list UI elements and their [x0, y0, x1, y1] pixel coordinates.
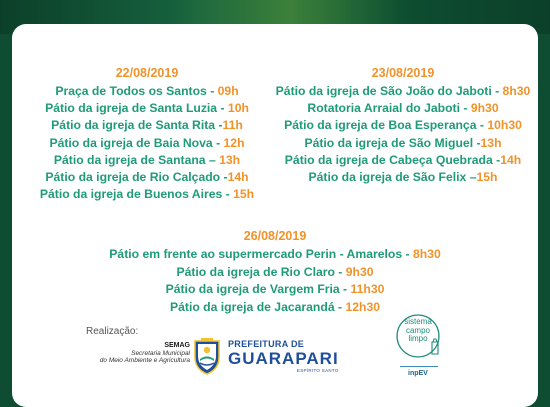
schedule-item [22, 100, 272, 117]
schedule-item [270, 135, 536, 152]
schedule-item [32, 246, 518, 264]
schedule-time: 09h [217, 84, 239, 98]
schedule-place: Pátio da igreja de Baia Nova - [49, 135, 224, 150]
schedule-date: 26/08/2019 [243, 229, 307, 243]
schedule-time: 12h [223, 135, 245, 150]
semag-title: SEMAG [164, 342, 190, 349]
schedule-item [32, 281, 518, 299]
semag-line-1: Secretaria Municipal [131, 349, 190, 357]
schedule-time: 13h [219, 152, 241, 167]
schedule-place: Pátio da igreja de Rio Claro - [176, 264, 346, 279]
schedule-time: 11h30 [350, 282, 385, 296]
schedule-item [32, 299, 518, 317]
schedule-time: 14h [500, 152, 522, 167]
schedule-column-23-08 [270, 64, 536, 186]
inpev-logo-text: inpEV [408, 370, 428, 377]
schedule-item [22, 117, 272, 134]
schedule-item [22, 186, 272, 203]
schedule-time: 11h [222, 118, 243, 133]
schedule-place: Pátio da igreja de São João do Jaboti - [275, 84, 503, 98]
schedule-time: 15h [476, 169, 498, 184]
schedule-place: Pátio da igreja de São Felix – [308, 169, 477, 184]
schedule-place: Pátio da igreja de Jacarandá - [170, 299, 346, 314]
schedule-place: Pátio da igreja de Buenos Aires - [39, 187, 234, 202]
scl-line-2: campo [405, 325, 430, 335]
schedule-time: 12h30 [345, 299, 380, 314]
schedule-place: Pátio da igreja de Rio Calçado - [45, 169, 228, 184]
schedule-place: Pátio em frente ao supermercado Perin - Amarelos - [109, 247, 413, 261]
prefeitura-top-text: PREFEITURA DE [228, 339, 305, 349]
schedule-item [270, 83, 536, 100]
inpev-divider [400, 366, 438, 367]
prefeitura-state-text: ESPÍRITO SANTO [296, 368, 339, 373]
schedule-place: Pátio da igreja de Vargem Fria - [165, 282, 351, 296]
schedule-item [22, 169, 272, 186]
schedule-time: 8h30 [412, 247, 441, 261]
schedule-item [270, 169, 536, 186]
schedule-time: 14h [227, 169, 249, 184]
schedule-place: Pátio da igreja de Santana – [53, 152, 220, 167]
schedule-place: Praça de Todos os Santos - [55, 84, 218, 98]
schedule-time: 15h [233, 187, 255, 202]
schedule-time: 13h [480, 135, 502, 150]
schedule-column-22-08 [22, 64, 272, 203]
semag-line-2: do Meio Ambiente e Agricultura [99, 357, 190, 365]
schedule-date: 23/08/2019 [371, 66, 435, 80]
schedule-place: Rotatoria Arraial do Jaboti - [307, 101, 471, 116]
scl-line-1: sistema [404, 317, 432, 326]
schedule-place: Pátio da igreja de Santa Rita - [51, 118, 223, 133]
schedule-item [22, 135, 272, 152]
semag-logo-text [96, 342, 190, 365]
schedule-item [270, 100, 536, 117]
prefeitura-city-text: GUARAPARI [228, 349, 339, 368]
schedule-item [270, 152, 536, 169]
schedule-column-26-08 [32, 227, 518, 316]
schedule-time: 8h30 [502, 84, 531, 98]
schedule-item [22, 83, 272, 100]
schedule-time: 10h30 [487, 118, 522, 133]
schedule-date: 22/08/2019 [115, 66, 179, 80]
schedule-place: Pátio da igreja de Cabeça Quebrada - [284, 152, 501, 167]
scl-line-3: limpo [408, 334, 428, 344]
schedule-item [32, 264, 518, 282]
schedule-place: Pátio da igreja de Santa Luzia - [45, 101, 228, 116]
schedule-time: 10h [227, 101, 249, 116]
schedule-item [22, 152, 272, 169]
prefeitura-logo [228, 340, 339, 374]
schedule-time: 9h30 [345, 264, 374, 279]
schedule-place: Pátio da igreja de São Miguel - [304, 135, 481, 150]
schedule-item [270, 117, 536, 134]
guarapari-crest-icon [192, 337, 222, 375]
sistema-campo-limpo-text [398, 318, 438, 344]
realizacao-label: Realização: [86, 326, 139, 337]
schedule-place: Pátio da igreja de Boa Esperança - [284, 118, 488, 133]
schedule-time: 9h30 [470, 101, 499, 116]
